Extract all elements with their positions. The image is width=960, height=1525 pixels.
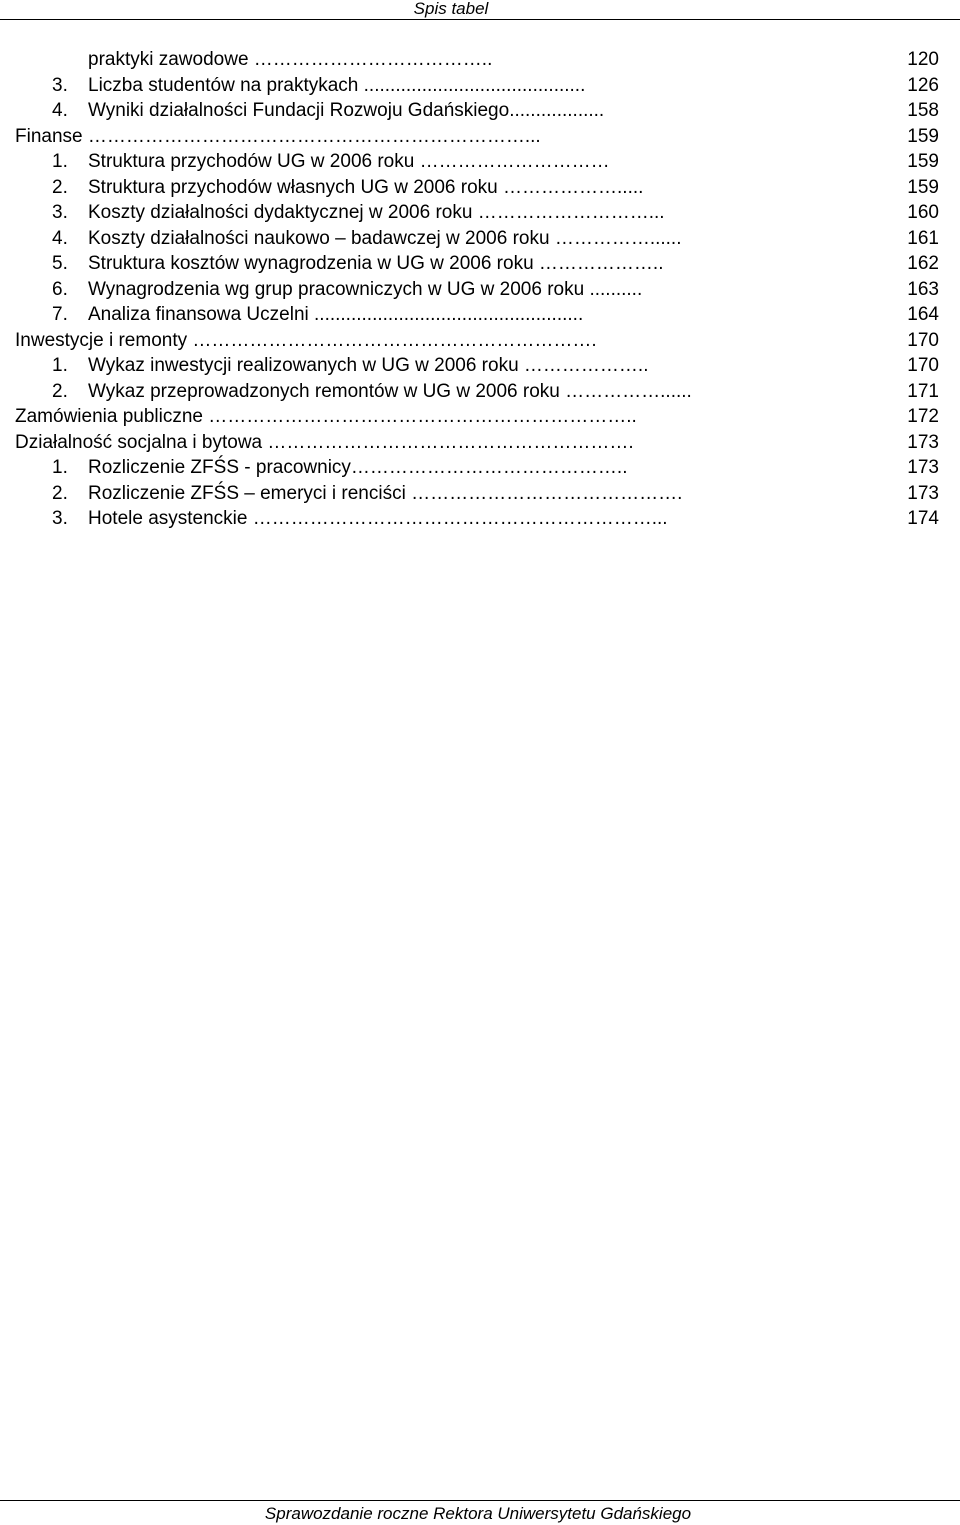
toc-entry-label: Wynagrodzenia wg grup pracowniczych w UG w 2006 roku .......... [88,278,643,300]
toc-entry-page: 171 [907,380,939,402]
toc-entry [0,175,960,200]
toc-entry [0,47,960,72]
toc-entry-number: 4. [52,227,68,249]
toc-entry [0,124,960,149]
toc-entry [0,277,960,302]
toc-entry-number: 4. [52,100,68,121]
toc-entry [0,353,960,378]
toc-entry-label: Rozliczenie ZFŚS – emeryci i renciści ……………………………………. [88,482,683,504]
toc-entry [0,98,960,123]
toc-entry-number: 1. [52,457,68,478]
toc-entry [0,73,960,98]
toc-entry-page: 164 [907,304,939,325]
toc-entry-page: 170 [907,355,939,376]
page-footer [0,1500,960,1525]
toc-entry [0,430,960,455]
toc-entry-page: 158 [907,100,939,121]
toc-entry-number: 2. [52,176,68,198]
toc-entry-page: 159 [907,125,939,147]
toc-entry-label: Wykaz przeprowadzonych remontów w UG w 2006 roku ……………...... [88,380,692,402]
footer-divider [0,1500,960,1501]
toc-entry-page: 161 [907,227,939,249]
toc-entry-page: 173 [907,482,939,504]
footer-text: Sprawozdanie roczne Rektora Uniwersytetu Gdańskiego [264,1504,692,1523]
toc-entry-number: 1. [52,151,68,172]
toc-entry-label: Koszty działalności naukowo – badawczej w 2006 roku ……………...... [88,227,682,249]
toc-entry-number: 2. [52,482,68,504]
toc-entry [0,251,960,276]
toc-entry-label: Wyniki działalności Fundacji Rozwoju Gdańskiego.................. [88,100,605,121]
toc-entry-label: Struktura kosztów wynagrodzenia w UG w 2006 roku ……………….. [88,253,664,274]
toc-entry-number: 7. [52,304,68,325]
toc-entry-page: 174 [907,508,939,529]
toc-entry-label: Koszty działalności dydaktycznej w 2006 roku ………………………... [88,202,665,223]
toc-entry-page: 163 [907,278,939,300]
toc-entry-page: 172 [907,406,939,427]
toc-entry-label: Struktura przychodów UG w 2006 roku ………………………… [88,151,610,172]
toc-entry-label: Wykaz inwestycji realizowanych w UG w 2006 roku ……………….. [88,355,649,376]
toc-entry-label: Analiza finansowa Uczelni ................................................... [88,304,584,325]
toc-entry-number: 3. [52,74,68,96]
toc-entry-page: 120 [907,49,939,70]
toc-entry-page: 162 [907,253,939,274]
toc-entry-page: 159 [907,176,939,198]
toc-entry [0,506,960,531]
toc-entry-label: Inwestycje i remonty ………………………………………………………. [15,329,597,351]
toc-entry [0,404,960,429]
toc-entry-label: praktyki zawodowe ……………………………….. [88,49,493,70]
toc-entry-number: 6. [52,278,68,300]
toc-entry-label: Finanse ……………………………………………………………... [15,125,541,147]
toc-entry-label: Zamówienia publiczne ………………………………………………………….. [15,406,637,427]
toc-entry-page: 159 [907,151,939,172]
toc-entry-label: Liczba studentów na praktykach .......................................... [88,74,586,96]
toc-entry-page: 126 [907,74,939,96]
toc-entry-number: 2. [52,380,68,402]
toc-entry [0,200,960,225]
toc-entry [0,226,960,251]
toc-entry [0,328,960,353]
toc-entry [0,149,960,174]
toc-entry-number: 3. [52,202,68,223]
header-divider [0,19,960,20]
toc-entry-label: Rozliczenie ZFŚS - pracownicy…………………………………….. [88,457,628,478]
toc-entry-page: 173 [907,431,939,453]
toc-entry-number: 5. [52,253,68,274]
header-title: Spis tabel [413,0,489,18]
toc-entry [0,302,960,327]
toc-entry-number: 3. [52,508,68,529]
toc-entry [0,481,960,506]
toc-entry-page: 160 [907,202,939,223]
toc-entry [0,455,960,480]
toc-entry-label: Hotele asystenckie ………………………………………………………... [88,508,668,529]
toc-entry-label: Struktura przychodów własnych UG w 2006 roku ………………..... [88,176,644,198]
page-header [0,0,960,20]
toc-entry-number: 1. [52,355,68,376]
toc-entry-page: 170 [907,329,939,351]
toc-entry-label: Działalność socjalna i bytowa …………………………………………………. [15,431,634,453]
toc-entry [0,379,960,404]
toc-entry-page: 173 [907,457,939,478]
